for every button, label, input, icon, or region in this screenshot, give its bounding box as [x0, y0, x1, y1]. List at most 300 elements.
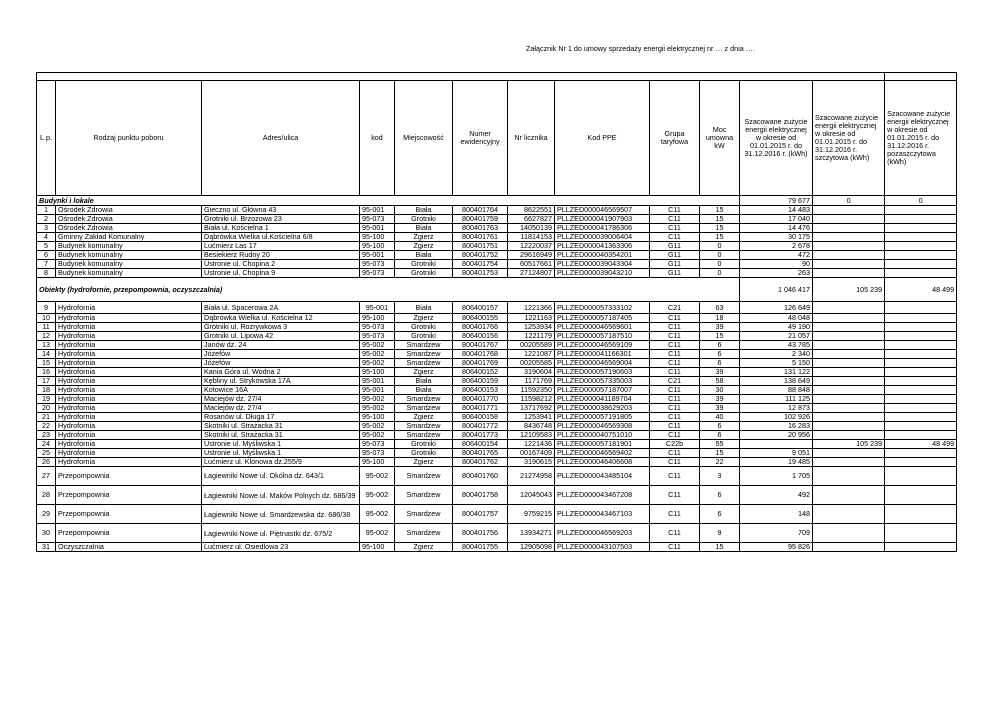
cell-moc-umowna: 6 [700, 359, 740, 368]
cell-grupa-taryfowa: C11 [650, 486, 700, 505]
cell-kod: 95-002 [360, 404, 395, 413]
header-szacowane-pozaszczytowa: Szacowane zużycie energii elektrycznej w okresie od 01.01.2015 r. do 31.12.2016 r. pozaszczytowa (kWh) [885, 81, 957, 196]
cell-moc-umowna: 15 [700, 215, 740, 224]
cell-nr-licznika: 00167409 [508, 449, 555, 458]
cell-lp: 17 [37, 377, 56, 386]
cell-adres: Lućmierz ul. Klonowa dz.255/9 [202, 458, 360, 467]
cell-zuzycie: 21 057 [740, 332, 813, 341]
cell-adres: Skotniki ul. Strażacka 31 [202, 431, 360, 440]
cell-pozaszczytowa [885, 458, 957, 467]
cell-grupa-taryfowa: C11 [650, 431, 700, 440]
cell-moc-umowna: 6 [700, 505, 740, 524]
cell-moc-umowna: 3 [700, 467, 740, 486]
cell-szczytowa [813, 543, 885, 552]
cell-rodzaj: Hydrofornia [56, 359, 202, 368]
cell-grupa-taryfowa: C11 [650, 524, 700, 543]
cell-lp: 26 [37, 458, 56, 467]
cell-numer-ewidencyjny: 800401757 [453, 505, 508, 524]
cell-moc-umowna: 6 [700, 341, 740, 350]
cell-nr-licznika: 1221179 [508, 332, 555, 341]
cell-miejscowosc: Smardzew [395, 505, 453, 524]
cell-nr-licznika: 21274958 [508, 467, 555, 486]
table-row [37, 269, 957, 278]
cell-zuzycie: 5 150 [740, 359, 813, 368]
cell-kod: 95-002 [360, 350, 395, 359]
energy-points-table [36, 72, 957, 552]
cell-pozaszczytowa [885, 486, 957, 505]
cell-miejscowosc: Zgierz [395, 233, 453, 242]
cell-moc-umowna: 39 [700, 368, 740, 377]
cell-pozaszczytowa [885, 260, 957, 269]
cell-adres: Kębliny ul. Strykowska 17A [202, 377, 360, 386]
cell-kod-ppe: PLLZED000038629203 [555, 404, 650, 413]
cell-grupa-taryfowa: C11 [650, 467, 700, 486]
cell-kod: 95-001 [360, 302, 395, 314]
cell-nr-licznika: 8436748 [508, 422, 555, 431]
cell-zuzycie: 43 785 [740, 341, 813, 350]
cell-pozaszczytowa [885, 314, 957, 323]
cell-adres: Gieczno ul. Główna 43 [202, 206, 360, 215]
cell-grupa-taryfowa: C11 [650, 422, 700, 431]
cell-zuzycie: 95 826 [740, 543, 813, 552]
table-row [37, 350, 957, 359]
cell-adres: Kania Góra ul. Wodna 2 [202, 368, 360, 377]
cell-adres: Kotowice 16A [202, 386, 360, 395]
cell-kod-ppe: PLLZED000039043304 [555, 260, 650, 269]
cell-zuzycie: 126 649 [740, 302, 813, 314]
cell-miejscowosc: Smardzew [395, 467, 453, 486]
cell-szczytowa [813, 359, 885, 368]
cell-pozaszczytowa [885, 449, 957, 458]
table-row [37, 467, 957, 486]
cell-zuzycie: 1 705 [740, 467, 813, 486]
cell-zuzycie: 492 [740, 486, 813, 505]
cell-pozaszczytowa: 48 499 [885, 440, 957, 449]
cell-grupa-taryfowa: C11 [650, 505, 700, 524]
cell-kod-ppe: PLLZED000057181901 [555, 440, 650, 449]
cell-kod: 95-002 [360, 431, 395, 440]
cell-kod: 95-002 [360, 395, 395, 404]
cell-rodzaj: Hydrofornia [56, 458, 202, 467]
cell-moc-umowna: 15 [700, 233, 740, 242]
cell-miejscowosc: Biała [395, 386, 453, 395]
cell-moc-umowna: 6 [700, 422, 740, 431]
cell-adres: Maciejów dz. 27/4 [202, 404, 360, 413]
cell-pozaszczytowa [885, 206, 957, 215]
cell-rodzaj: Hydrofornia [56, 314, 202, 323]
cell-rodzaj: Hydrofornia [56, 404, 202, 413]
cell-adres: Ustronie ul. Chopina 2 [202, 260, 360, 269]
cell-adres: Janów dz. 24 [202, 341, 360, 350]
cell-grupa-taryfowa: C22b [650, 440, 700, 449]
section-name: Obiekty (hydrofornie, przepompownia, oczyszczalnia) [37, 278, 740, 302]
cell-grupa-taryfowa: G11 [650, 242, 700, 251]
cell-rodzaj: Przepompownia [56, 467, 202, 486]
cell-moc-umowna: 0 [700, 269, 740, 278]
header-szacowane-zuzycie: Szacowane zużycie energii elektrycznej w okresie od 01.01.2015 r. do 31.12.2016 r. (kWh) [740, 81, 813, 196]
cell-pozaszczytowa [885, 224, 957, 233]
cell-kod-ppe: PLLZED000039006404 [555, 233, 650, 242]
cell-zuzycie: 20 956 [740, 431, 813, 440]
cell-moc-umowna: 6 [700, 431, 740, 440]
header-moc-umowna: Moc umowna kW [700, 81, 740, 196]
cell-moc-umowna: 63 [700, 302, 740, 314]
cell-adres: Grotniki ul. Brzozowa 23 [202, 215, 360, 224]
cell-zuzycie: 14 476 [740, 224, 813, 233]
cell-pozaszczytowa [885, 323, 957, 332]
cell-grupa-taryfowa: C21 [650, 302, 700, 314]
cell-nr-licznika: 12109583 [508, 431, 555, 440]
cell-kod-ppe: PLLZED000046569203 [555, 524, 650, 543]
cell-rodzaj: Hydrofornia [56, 413, 202, 422]
cell-zuzycie: 17 040 [740, 215, 813, 224]
cell-adres: Grotniki ul. Lipowa 42 [202, 332, 360, 341]
cell-zuzycie: 16 283 [740, 422, 813, 431]
cell-moc-umowna: 39 [700, 395, 740, 404]
cell-rodzaj: Gminny Zakład Komunalny [56, 233, 202, 242]
cell-kod-ppe: PLLZED000041363306 [555, 242, 650, 251]
cell-numer-ewidencyjny: 800401770 [453, 395, 508, 404]
cell-rodzaj: Hydrofornia [56, 332, 202, 341]
cell-kod-ppe: PLLZED000046569402 [555, 449, 650, 458]
cell-kod: 95-073 [360, 323, 395, 332]
cell-adres: Ustronie ul. Myśliwska 1 [202, 440, 360, 449]
cell-miejscowosc: Zgierz [395, 458, 453, 467]
cell-pozaszczytowa [885, 413, 957, 422]
cell-miejscowosc: Biała [395, 224, 453, 233]
cell-kod: 95-073 [360, 260, 395, 269]
cell-rodzaj: Budynek komunalny [56, 260, 202, 269]
cell-szczytowa: 105 239 [813, 440, 885, 449]
cell-adres: Biała ul. Kościelna 1 [202, 224, 360, 233]
section-total: 79 677 [740, 196, 813, 206]
cell-kod: 95-002 [360, 422, 395, 431]
cell-moc-umowna: 40 [700, 413, 740, 422]
cell-lp: 15 [37, 359, 56, 368]
cell-kod: 95-073 [360, 440, 395, 449]
table-row [37, 404, 957, 413]
cell-szczytowa [813, 413, 885, 422]
cell-kod-ppe: PLLZED000040751010 [555, 431, 650, 440]
cell-adres: Grotniki ul. Rozrywkowa 3 [202, 323, 360, 332]
header-grupa-taryfowa: Grupa taryfowa [650, 81, 700, 196]
section-total: 1 046 417 [740, 278, 813, 302]
cell-kod: 95-001 [360, 386, 395, 395]
cell-pozaszczytowa [885, 251, 957, 260]
cell-miejscowosc: Smardzew [395, 395, 453, 404]
cell-rodzaj: Budynek komunalny [56, 251, 202, 260]
cell-szczytowa [813, 467, 885, 486]
cell-kod: 95-100 [360, 413, 395, 422]
header-kod: kod [360, 81, 395, 196]
header-row [37, 81, 957, 196]
cell-lp: 22 [37, 422, 56, 431]
section-name: Budynki i lokale [37, 196, 740, 206]
cell-zuzycie: 138 649 [740, 377, 813, 386]
cell-lp: 20 [37, 404, 56, 413]
cell-moc-umowna: 15 [700, 543, 740, 552]
cell-kod-ppe: PLLZED000046406608 [555, 458, 650, 467]
cell-pozaszczytowa [885, 350, 957, 359]
cell-pozaszczytowa [885, 386, 957, 395]
section-peak: 105 239 [813, 278, 885, 302]
cell-miejscowosc: Biała [395, 251, 453, 260]
section-row [37, 278, 957, 302]
cell-kod-ppe: PLLZED000046569601 [555, 323, 650, 332]
cell-szczytowa [813, 302, 885, 314]
cell-grupa-taryfowa: C11 [650, 323, 700, 332]
cell-grupa-taryfowa: C11 [650, 449, 700, 458]
table-row [37, 260, 957, 269]
cell-nr-licznika: 14050139 [508, 224, 555, 233]
section-peak: 0 [813, 196, 885, 206]
cell-numer-ewidencyjny: 800401762 [453, 458, 508, 467]
cell-grupa-taryfowa: C11 [650, 350, 700, 359]
cell-kod: 95-002 [360, 467, 395, 486]
cell-nr-licznika: 6627827 [508, 215, 555, 224]
cell-moc-umowna: 6 [700, 350, 740, 359]
cell-zuzycie: 49 190 [740, 323, 813, 332]
cell-lp: 21 [37, 413, 56, 422]
cell-lp: 3 [37, 224, 56, 233]
cell-numer-ewidencyjny: 800401768 [453, 350, 508, 359]
table-row [37, 302, 957, 314]
cell-miejscowosc: Biała [395, 206, 453, 215]
cell-moc-umowna: 9 [700, 524, 740, 543]
cell-numer-ewidencyjny: 806400157 [453, 302, 508, 314]
cell-miejscowosc: Grotniki [395, 440, 453, 449]
cell-szczytowa [813, 524, 885, 543]
cell-kod: 95-073 [360, 332, 395, 341]
cell-pozaszczytowa [885, 233, 957, 242]
cell-pozaszczytowa [885, 359, 957, 368]
cell-rodzaj: Hydrofornia [56, 386, 202, 395]
table-row [37, 206, 957, 215]
cell-miejscowosc: Grotniki [395, 269, 453, 278]
cell-nr-licznika: 3190604 [508, 368, 555, 377]
cell-rodzaj: Hydrofornia [56, 341, 202, 350]
cell-zuzycie: 19 485 [740, 458, 813, 467]
table-row [37, 505, 957, 524]
cell-lp: 4 [37, 233, 56, 242]
cell-grupa-taryfowa: C11 [650, 458, 700, 467]
cell-nr-licznika: 9759215 [508, 505, 555, 524]
cell-szczytowa [813, 449, 885, 458]
cell-numer-ewidencyjny: 800401767 [453, 341, 508, 350]
cell-miejscowosc: Grotniki [395, 323, 453, 332]
cell-numer-ewidencyjny: 800401752 [453, 251, 508, 260]
cell-moc-umowna: 6 [700, 486, 740, 505]
cell-szczytowa [813, 332, 885, 341]
cell-zuzycie: 472 [740, 251, 813, 260]
cell-kod: 95-100 [360, 368, 395, 377]
cell-grupa-taryfowa: C11 [650, 332, 700, 341]
cell-zuzycie: 30 175 [740, 233, 813, 242]
cell-adres: Łagiewniki Nowe ul. Piętnastki dz. 675/2 [202, 524, 360, 543]
table-row [37, 449, 957, 458]
cell-pozaszczytowa [885, 404, 957, 413]
cell-adres: Besiekierz Rudny 20 [202, 251, 360, 260]
cell-adres: Maciejów dz. 27/4 [202, 395, 360, 404]
cell-rodzaj: Hydrofornia [56, 368, 202, 377]
cell-rodzaj: Hydrofornia [56, 323, 202, 332]
cell-pozaszczytowa [885, 422, 957, 431]
cell-rodzaj: Hydrofornia [56, 422, 202, 431]
cell-moc-umowna: 30 [700, 386, 740, 395]
cell-lp: 7 [37, 260, 56, 269]
cell-kod-ppe: PLLZED000043485104 [555, 467, 650, 486]
cell-grupa-taryfowa: C11 [650, 224, 700, 233]
cell-rodzaj: Ośrodek Zdrowia [56, 215, 202, 224]
cell-miejscowosc: Smardzew [395, 404, 453, 413]
cell-rodzaj: Budynek komunalny [56, 242, 202, 251]
cell-pozaszczytowa [885, 341, 957, 350]
cell-pozaszczytowa [885, 302, 957, 314]
table-row [37, 440, 957, 449]
cell-numer-ewidencyjny: 800401760 [453, 467, 508, 486]
cell-kod-ppe: PLLZED000041166301 [555, 350, 650, 359]
cell-kod-ppe: PLLZED000043467103 [555, 505, 650, 524]
cell-zuzycie: 48 048 [740, 314, 813, 323]
table-row [37, 323, 957, 332]
cell-grupa-taryfowa: C11 [650, 386, 700, 395]
cell-numer-ewidencyjny: 800401756 [453, 524, 508, 543]
cell-moc-umowna: 55 [700, 440, 740, 449]
cell-adres: Ustronie ul. Chopina 9 [202, 269, 360, 278]
cell-nr-licznika: 1221436 [508, 440, 555, 449]
cell-miejscowosc: Biała [395, 302, 453, 314]
cell-kod-ppe: PLLZED000041189704 [555, 395, 650, 404]
table-row [37, 251, 957, 260]
cell-rodzaj: Hydrofornia [56, 377, 202, 386]
cell-numer-ewidencyjny: 800401758 [453, 486, 508, 505]
cell-lp: 9 [37, 302, 56, 314]
cell-szczytowa [813, 404, 885, 413]
cell-numer-ewidencyjny: 800401753 [453, 269, 508, 278]
table-row [37, 341, 957, 350]
cell-kod: 95-100 [360, 233, 395, 242]
cell-pozaszczytowa [885, 524, 957, 543]
cell-numer-ewidencyjny: 806400159 [453, 377, 508, 386]
cell-kod: 95-073 [360, 449, 395, 458]
cell-moc-umowna: 15 [700, 224, 740, 233]
cell-szczytowa [813, 431, 885, 440]
cell-lp: 6 [37, 251, 56, 260]
cell-zuzycie: 14 483 [740, 206, 813, 215]
cell-nr-licznika: 29616949 [508, 251, 555, 260]
cell-grupa-taryfowa: C11 [650, 404, 700, 413]
cell-miejscowosc: Zgierz [395, 314, 453, 323]
cell-pozaszczytowa [885, 395, 957, 404]
cell-nr-licznika: 1253941 [508, 413, 555, 422]
cell-moc-umowna: 39 [700, 323, 740, 332]
cell-kod: 95-001 [360, 377, 395, 386]
cell-kod-ppe: PLLZED000057333102 [555, 302, 650, 314]
cell-miejscowosc: Grotniki [395, 332, 453, 341]
cell-rodzaj: Przepompownia [56, 486, 202, 505]
cell-numer-ewidencyjny: 800401764 [453, 206, 508, 215]
cell-nr-licznika: 11598212 [508, 395, 555, 404]
cell-grupa-taryfowa: C11 [650, 314, 700, 323]
cell-zuzycie: 12 873 [740, 404, 813, 413]
table-row [37, 224, 957, 233]
cell-szczytowa [813, 395, 885, 404]
cell-grupa-taryfowa: C11 [650, 395, 700, 404]
section-row [37, 196, 957, 206]
cell-lp: 31 [37, 543, 56, 552]
cell-grupa-taryfowa: C11 [650, 341, 700, 350]
cell-rodzaj: Hydrofornia [56, 302, 202, 314]
header-kod-ppe: Kod PPE [555, 81, 650, 196]
cell-miejscowosc: Zgierz [395, 543, 453, 552]
cell-numer-ewidencyjny: 806400156 [453, 332, 508, 341]
cell-nr-licznika: 1221366 [508, 302, 555, 314]
cell-zuzycie: 2 678 [740, 242, 813, 251]
cell-zuzycie: 148 [740, 505, 813, 524]
cell-zuzycie: 88 848 [740, 386, 813, 395]
cell-pozaszczytowa [885, 505, 957, 524]
cell-zuzycie: 2 340 [740, 350, 813, 359]
cell-lp: 27 [37, 467, 56, 486]
cell-kod-ppe: PLLZED000057190603 [555, 368, 650, 377]
table-row [37, 431, 957, 440]
cell-nr-licznika: 00205585 [508, 359, 555, 368]
cell-zuzycie: 709 [740, 524, 813, 543]
cell-nr-licznika: 12220037 [508, 242, 555, 251]
cell-adres: Józefów [202, 350, 360, 359]
header-lp: L.p. [37, 81, 56, 196]
cell-szczytowa [813, 368, 885, 377]
cell-zuzycie: 263 [740, 269, 813, 278]
cell-zuzycie: 90 [740, 260, 813, 269]
cell-adres: Józefów [202, 359, 360, 368]
cell-szczytowa [813, 505, 885, 524]
cell-kod-ppe: PLLZED000046569507 [555, 206, 650, 215]
cell-adres: Rosanów ul. Długa 17 [202, 413, 360, 422]
table-row [37, 242, 957, 251]
header-nr-licznika: Nr licznika [508, 81, 555, 196]
cell-lp: 1 [37, 206, 56, 215]
cell-numer-ewidencyjny: 800401755 [453, 543, 508, 552]
cell-adres: Dąbrówka Wielka ul.Kościelna 6/8 [202, 233, 360, 242]
cell-lp: 18 [37, 386, 56, 395]
header-adres: Adres/ulica [202, 81, 360, 196]
blank-row [37, 73, 957, 81]
cell-grupa-taryfowa: C11 [650, 215, 700, 224]
cell-nr-licznika: 60517661 [508, 260, 555, 269]
cell-lp: 16 [37, 368, 56, 377]
table-row [37, 332, 957, 341]
cell-numer-ewidencyjny: 800401769 [453, 359, 508, 368]
cell-grupa-taryfowa: G11 [650, 251, 700, 260]
cell-szczytowa [813, 458, 885, 467]
cell-adres: Skotniki ul. Strażacka 31 [202, 422, 360, 431]
table-row [37, 359, 957, 368]
cell-numer-ewidencyjny: 806400155 [453, 314, 508, 323]
cell-miejscowosc: Biała [395, 377, 453, 386]
cell-kod: 95-001 [360, 251, 395, 260]
cell-rodzaj: Hydrofornia [56, 431, 202, 440]
cell-nr-licznika: 1221163 [508, 314, 555, 323]
cell-rodzaj: Hydrofornia [56, 395, 202, 404]
cell-rodzaj: Ośrodek Zdrowia [56, 206, 202, 215]
cell-kod-ppe: PLLZED000057187405 [555, 314, 650, 323]
cell-nr-licznika: 13934271 [508, 524, 555, 543]
cell-zuzycie: 102 926 [740, 413, 813, 422]
cell-kod: 95-100 [360, 543, 395, 552]
cell-kod: 95-100 [360, 458, 395, 467]
section-offpeak: 0 [885, 196, 957, 206]
